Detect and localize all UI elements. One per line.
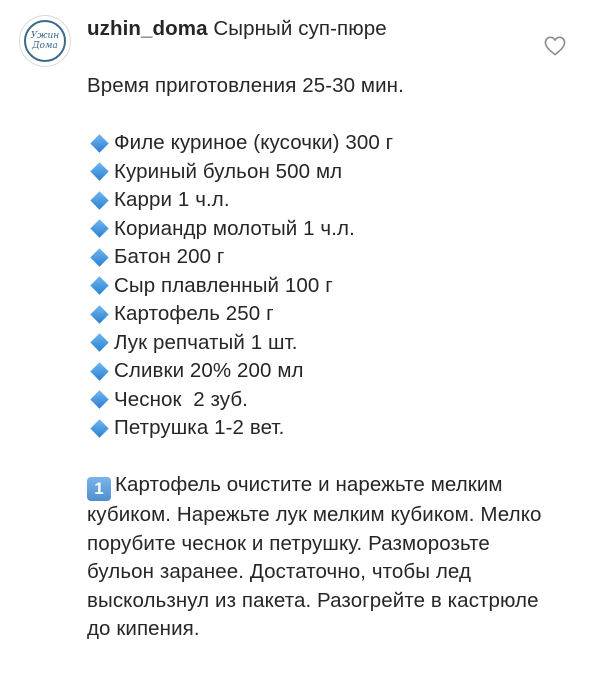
ingredient-item [87, 414, 557, 443]
spacer [87, 443, 557, 472]
prep-time: Время приготовления 25-30 мин. [87, 74, 404, 97]
username-link[interactable]: uzhin_doma [87, 17, 208, 40]
ingredient-item [87, 186, 557, 215]
ingredient-text: Карри 1 ч.л. [114, 188, 230, 211]
avatar-logo-line1: Ужин [30, 31, 60, 41]
keycap-digit-one-icon: 1 [87, 477, 111, 501]
ingredient-item [87, 329, 557, 358]
avatar-logo [24, 20, 66, 62]
spacer [87, 44, 557, 73]
step-paragraph [87, 471, 557, 644]
ingredient-text: Филе куриное (кусочки) 300 г [114, 131, 394, 154]
blue-diamond-icon [90, 191, 108, 209]
blue-diamond-icon [90, 391, 108, 409]
avatar-logo-line2: Дома [32, 41, 58, 51]
blue-diamond-icon [90, 277, 108, 295]
ingredient-text: Петрушка 1-2 вет. [114, 416, 285, 439]
ingredient-text: Батон 200 г [114, 245, 225, 268]
ingredient-text: Картофель 250 г [114, 302, 274, 325]
ingredient-text: Сыр плавленный 100 г [114, 273, 333, 297]
avatar[interactable] [19, 15, 71, 67]
ingredient-item [87, 129, 557, 158]
blue-diamond-icon [90, 220, 108, 238]
ingredient-item [87, 158, 557, 187]
ingredient-item [87, 357, 557, 386]
step-text: Картофель очистите и нарежьте мелким кубиком. Нарежьте лук мелким кубиком. Мелко порубите чеснок и петрушку. Разморозьте бульон заранее. Достаточно, чтобы лед выскользнул из пакета. Разогрейте в кастрюле до кипения. [87, 473, 542, 640]
ingredient-item [87, 272, 557, 301]
ingredient-list [87, 129, 557, 443]
ingredient-item [87, 215, 557, 244]
heart-icon[interactable] [544, 36, 566, 56]
blue-diamond-icon [90, 248, 108, 266]
blue-diamond-icon [90, 163, 108, 181]
post-title: Сырный суп-пюре [213, 17, 387, 40]
ingredient-item [87, 243, 557, 272]
blue-diamond-icon [90, 334, 108, 352]
caption-header [87, 15, 557, 44]
caption [87, 15, 557, 644]
ingredient-item [87, 386, 557, 415]
blue-diamond-icon [90, 419, 108, 437]
ingredient-text: Куриный бульон 500 мл [114, 159, 343, 183]
spacer [87, 101, 557, 130]
ingredient-item [87, 300, 557, 329]
blue-diamond-icon [90, 134, 108, 152]
blue-diamond-icon [90, 305, 108, 323]
blue-diamond-icon [90, 362, 108, 380]
ingredient-text: Лук репчатый 1 шт. [114, 330, 298, 354]
ingredient-text: Чеснок 2 зуб. [114, 387, 248, 411]
ingredient-text: Кориандр молотый 1 ч.л. [114, 216, 355, 240]
ingredient-text: Сливки 20% 200 мл [114, 359, 304, 382]
